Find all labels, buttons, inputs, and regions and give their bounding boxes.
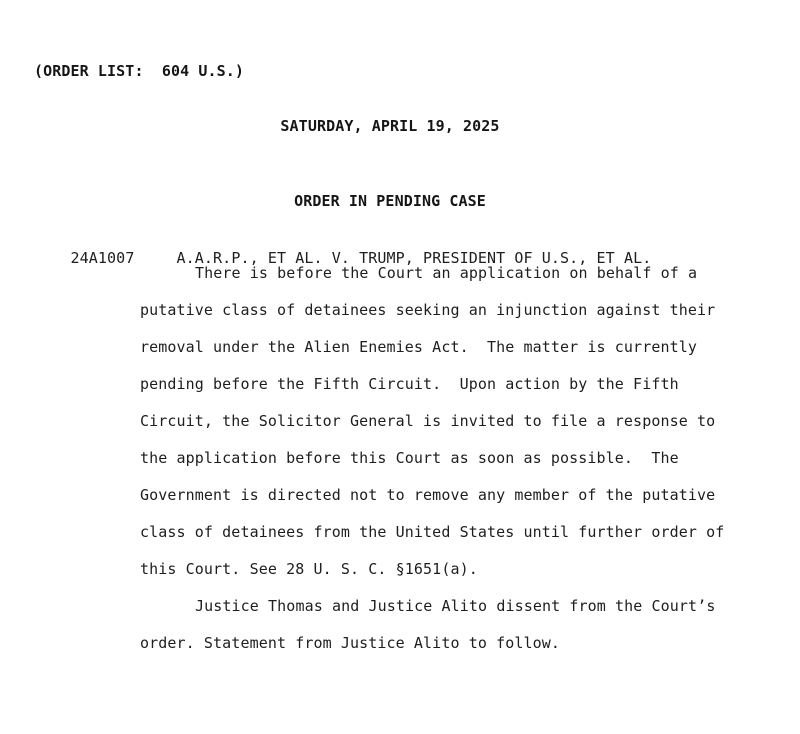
order-paragraph <box>140 255 724 588</box>
order-text-line: order. Statement from Justice Alito to follow. <box>140 634 561 652</box>
order-text-line: this Court. See 28 U. S. C. §1651(a). <box>140 560 478 578</box>
order-text-line: the application before this Court as soon as possible. The <box>140 449 679 467</box>
order-list-label: (ORDER LIST: 604 U.S.) <box>34 62 245 80</box>
order-text-line: pending before the Fifth Circuit. Upon action by the Fifth <box>140 375 679 393</box>
date-heading: SATURDAY, APRIL 19, 2025 <box>280 117 500 135</box>
order-text-line: removal under the Alien Enemies Act. The matter is currently <box>140 338 697 356</box>
order-text-line: There is before the Court an application on behalf of a <box>195 264 698 282</box>
order-text-line: Circuit, the Solicitor General is invited to file a response to <box>140 412 716 430</box>
order-text-line: Justice Thomas and Justice Alito dissent from the Court’s <box>195 597 716 615</box>
order-text-line: class of detainees from the United States until further order of <box>140 523 725 541</box>
order-text-line: Government is directed not to remove any member of the putative <box>140 486 716 504</box>
case-title: A.A.R.P., ET AL. V. TRUMP, PRESIDENT OF U.S., ET AL. <box>176 249 652 267</box>
order-text-line: putative class of detainees seeking an injunction against their <box>140 301 716 319</box>
docket-number: 24A1007 <box>70 249 135 267</box>
section-heading: ORDER IN PENDING CASE <box>294 192 486 210</box>
dissent-paragraph <box>140 588 715 662</box>
